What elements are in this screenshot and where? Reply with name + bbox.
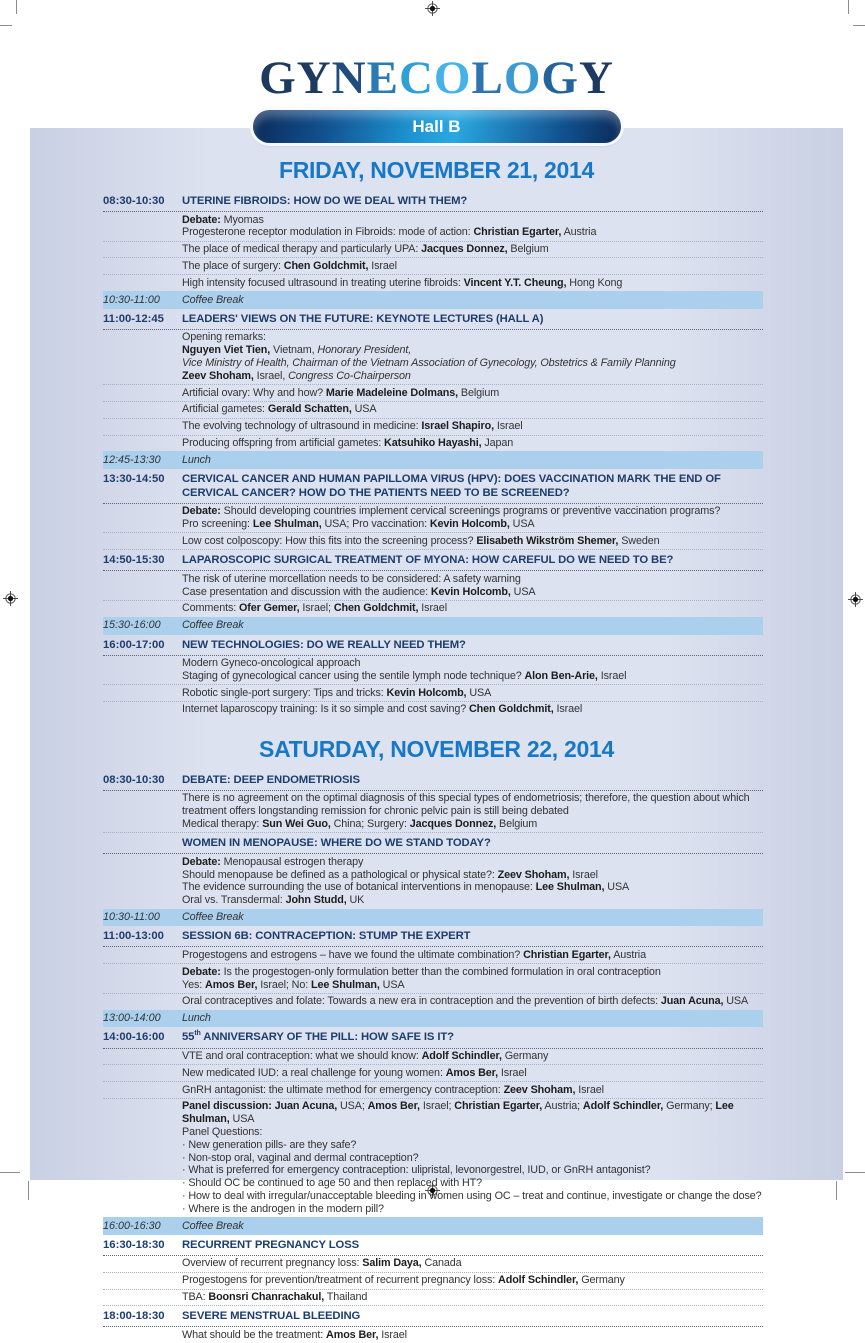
agenda-line: Debate: Is the progestogen-only formulation better than the combined formulation in oral contraception	[182, 965, 661, 978]
time-label	[103, 685, 182, 701]
time-label: 08:30-10:30	[103, 773, 165, 786]
agenda-item	[103, 435, 763, 452]
agenda-item	[103, 571, 763, 600]
agenda-item	[103, 656, 763, 685]
agenda-line: The place of surgery: Chen Goldchmit, Israel	[182, 259, 397, 272]
agenda-text	[182, 385, 763, 401]
time-label	[103, 242, 182, 258]
agenda-text	[182, 419, 763, 435]
logo: GYNECOLOGY	[259, 52, 614, 104]
registration-mark-icon	[425, 1, 440, 16]
agenda-item	[103, 212, 763, 241]
agenda-item	[103, 1289, 763, 1306]
agenda-line: Pro screening: Lee Shulman, USA; Pro vaccination: Kevin Holcomb, USA	[182, 518, 535, 531]
time-label	[103, 571, 182, 600]
day-section	[30, 736, 843, 1343]
agenda-item	[103, 600, 763, 617]
time-label	[103, 601, 182, 617]
session-row	[103, 635, 763, 656]
agenda-item	[103, 384, 763, 401]
agenda-line: Panel Questions:	[182, 1126, 263, 1138]
agenda-item	[103, 1272, 763, 1289]
agenda-line: Nguyen Viet Tien, Vietnam, Honorary President,	[182, 344, 412, 357]
program-page	[30, 30, 843, 1341]
agenda-line: · What is preferred for emergency contraception: ulipristal, levonorgestrel, IUD, or GnRH antagonist?	[182, 1164, 651, 1177]
time-label	[103, 964, 182, 993]
agenda-line: Debate: Menopausal estrogen therapy	[182, 855, 364, 868]
agenda-text	[182, 656, 763, 685]
agenda-item	[103, 241, 763, 258]
agenda-line: Debate: Myomas	[182, 213, 264, 226]
session-title: DEBATE: DEEP ENDOMETRIOSIS	[182, 773, 360, 786]
agenda-line: Low cost colposcopy: How this fits into the screening process? Elisabeth Wikström Shemer, Sweden	[182, 534, 660, 547]
time-label: 10:30-11:00	[103, 293, 160, 306]
agenda-text	[182, 258, 763, 274]
agenda-text	[182, 1065, 763, 1081]
session-row	[103, 770, 763, 791]
agenda-item	[103, 330, 763, 384]
time-label	[103, 330, 182, 384]
agenda-line: VTE and oral contraception: what we should know: Adolf Schindler, Germany	[182, 1050, 549, 1063]
agenda-line: · New generation pills- are they safe?	[182, 1138, 357, 1151]
agenda-line: Oral vs. Transdermal: John Studd, UK	[182, 894, 365, 907]
agenda-line: Overview of recurrent pregnancy loss: Salim Daya, Canada	[182, 1257, 462, 1270]
time-label	[103, 854, 182, 908]
session-row	[103, 926, 763, 947]
agenda-item	[103, 1098, 763, 1217]
crop-mark	[0, 1172, 20, 1173]
time-label	[103, 994, 182, 1010]
agenda-text	[182, 1327, 763, 1343]
agenda-text	[182, 533, 763, 549]
agenda-line: High intensity focused ultrasound in treating uterine fibroids: Vincent Y.T. Cheung, Hong Kong	[182, 276, 623, 289]
time-label	[103, 436, 182, 452]
agenda-line: · How to deal with irregular/unacceptable bleeding in women using OC – treat and continue, investigate or change the dose?	[182, 1189, 762, 1202]
agenda-text	[182, 1273, 763, 1289]
agenda-text	[182, 601, 763, 617]
agenda-text	[182, 402, 763, 418]
agenda-line: There is no agreement on the optimal diagnosis of this special types of endometriosis; therefore, the question about which treatment offers longstanding remission for chronic pelvic pain is still being debated	[182, 792, 750, 818]
agenda-text	[182, 330, 763, 384]
break-row	[103, 617, 763, 635]
session-row	[103, 469, 763, 504]
day-section	[30, 157, 843, 718]
agenda-line: The risk of uterine morcellation needs to be considered: A safety warning	[182, 572, 521, 585]
time-label: 13:30-14:50	[103, 473, 165, 486]
agenda-item	[103, 1049, 763, 1065]
agenda-line: Comments: Ofer Gemer, Israel; Chen Goldchmit, Israel	[182, 602, 447, 615]
agenda-line: · Where is the androgen in the modern pill?	[182, 1202, 384, 1215]
break-row	[103, 1010, 763, 1028]
agenda-text	[182, 964, 763, 993]
agenda-item	[103, 993, 763, 1010]
time-label	[103, 1327, 182, 1343]
time-label: 18:00-18:30	[103, 1310, 165, 1323]
agenda-line: Opening remarks:	[182, 331, 266, 344]
time-label	[103, 212, 182, 241]
agenda-line: The evolving technology of ultrasound in medicine: Israel Shapiro, Israel	[182, 420, 523, 433]
session-row	[103, 549, 763, 571]
agenda-item	[103, 418, 763, 435]
agenda-item	[103, 947, 763, 963]
agenda-line: · Non-stop oral, vaginal and dermal contraception?	[182, 1151, 419, 1164]
session-title: CERVICAL CANCER AND HUMAN PAPILLOMA VIRUS (HPV): DOES VACCINATION MARK THE END OF CERVICAL CANCER? HOW DO THE PATIENTS NEED TO BE SCREENED?	[182, 473, 721, 499]
session-title: 55th ANNIVERSARY OF THE PILL: HOW SAFE IS IT?	[182, 1030, 454, 1044]
crop-mark	[28, 1181, 29, 1200]
agenda-text	[182, 791, 763, 832]
time-label	[103, 504, 182, 533]
agenda-line: Debate: Should developing countries implement cervical screenings programs or preventive vaccination programs?	[182, 505, 721, 518]
agenda-line: Producing offspring from artificial gametes: Katsuhiko Hayashi, Japan	[182, 437, 514, 450]
time-label	[103, 1099, 182, 1217]
time-label	[103, 275, 182, 291]
time-label	[103, 702, 182, 718]
hall-banner	[253, 110, 621, 143]
agenda-item	[103, 257, 763, 274]
agenda-text	[182, 275, 763, 291]
break-row	[103, 1217, 763, 1235]
agenda-item	[103, 1327, 763, 1343]
agenda-line: Progestogens and estrogens – have we found the ultimate combination? Christian Egarter, Austria	[182, 948, 646, 961]
time-label	[103, 1290, 182, 1306]
session-title: UTERINE FIBROIDS: HOW DO WE DEAL WITH THEM?	[182, 195, 468, 207]
agenda-text	[182, 571, 763, 600]
day-rows	[103, 770, 763, 1343]
agenda-line: Progesterone receptor modulation in Fibroids: mode of action: Christian Egarter, Austria	[182, 226, 597, 239]
agenda-line: Case presentation and discussion with the audience: Kevin Holcomb, USA	[182, 585, 536, 598]
time-label	[103, 1065, 182, 1081]
crop-mark	[848, 0, 849, 14]
agenda-item	[103, 274, 763, 291]
agenda-text	[182, 1082, 763, 1098]
time-label: 16:00-17:00	[103, 638, 165, 651]
agenda-item	[103, 963, 763, 993]
agenda-item	[103, 684, 763, 701]
agenda-item	[103, 1256, 763, 1272]
crop-mark	[845, 1172, 865, 1173]
time-label	[103, 1273, 182, 1289]
agenda-item	[103, 791, 763, 832]
agenda-line: Progestogens for prevention/treatment of recurrent pregnancy loss: Adolf Schindler, Germany	[182, 1274, 625, 1287]
time-label	[103, 791, 182, 832]
agenda-line: TBA: Boonsri Chanrachakul, Thailand	[182, 1291, 368, 1304]
agenda-text	[182, 702, 763, 718]
break-label: Coffee Break	[182, 911, 244, 924]
time-label: 11:00-13:00	[103, 930, 164, 943]
agenda-item	[103, 1064, 763, 1081]
session-row	[103, 191, 763, 212]
agenda-line: Staging of gynecological cancer using the sentile lymph node technique? Alon Ben-Arie, Israel	[182, 669, 627, 682]
agenda-line: Panel discussion: Juan Acuna, USA; Amos Ber, Israel; Christian Egarter, Austria; Adolf Schindler, Germany; Lee Shulman, USA	[182, 1100, 734, 1126]
agenda-line: Robotic single-port surgery: Tips and tricks: Kevin Holcomb, USA	[182, 686, 492, 699]
time-label	[103, 833, 182, 853]
agenda-text	[182, 212, 763, 241]
agenda-text	[182, 504, 763, 533]
registration-mark-icon	[848, 592, 863, 607]
agenda-text	[182, 242, 763, 258]
break-label: Lunch	[182, 453, 211, 466]
time-label: 14:50-15:30	[103, 554, 165, 567]
agenda-text	[182, 1256, 763, 1272]
agenda-text	[182, 994, 763, 1010]
agenda-line: Yes: Amos Ber, Israel; No: Lee Shulman, USA	[182, 978, 405, 991]
crop-mark	[16, 0, 17, 14]
agenda-item	[103, 504, 763, 533]
agenda-line: Artificial ovary: Why and how? Marie Madeleine Dolmans, Belgium	[182, 386, 500, 399]
agenda-item	[103, 701, 763, 718]
agenda-item	[103, 1081, 763, 1098]
agenda-line: Oral contraceptives and folate: Towards a new era in contraception and the prevention of birth defects: Juan Acuna, USA	[182, 995, 749, 1008]
break-label: Coffee Break	[182, 619, 244, 632]
session-row	[103, 832, 763, 854]
session-title: WOMEN IN MENOPAUSE: WHERE DO WE STAND TODAY?	[182, 837, 491, 850]
agenda-item	[103, 401, 763, 418]
registration-mark-icon	[3, 591, 18, 606]
crop-mark	[853, 25, 865, 26]
time-label: 11:00-12:45	[103, 312, 164, 325]
agenda-line: Internet laparoscopy training: Is it so simple and cost saving? Chen Goldchmit, Israel	[182, 703, 583, 716]
agenda-item	[103, 854, 763, 908]
session-row	[103, 309, 763, 330]
agenda-line: Medical therapy: Sun Wei Guo, China; Surgery: Jacques Donnez, Belgium	[182, 817, 538, 830]
agenda-text	[182, 1049, 763, 1065]
session-title: LEADERS' VIEWS ON THE FUTURE: KEYNOTE LECTURES (HALL A)	[182, 312, 544, 325]
session-row	[103, 1027, 763, 1048]
time-label	[103, 947, 182, 963]
agenda-text	[182, 436, 763, 452]
session-row	[103, 1235, 763, 1256]
session-title: LAPAROSCOPIC SURGICAL TREATMENT OF MYONA: HOW CAREFUL DO WE NEED TO BE?	[182, 554, 674, 567]
break-label: Lunch	[182, 1012, 211, 1025]
agenda-line: Should menopause be defined as a pathological or physical state?: Zeev Shoham, Israel	[182, 868, 598, 881]
session-row	[103, 1305, 763, 1327]
time-label	[103, 1082, 182, 1098]
session-title: SESSION 6B: CONTRACEPTION: STUMP THE EXPERT	[182, 930, 471, 943]
agenda-line: · Should OC be continued to age 50 and then replaced with HT?	[182, 1177, 482, 1190]
agenda-line: Modern Gyneco-oncological approach	[182, 657, 361, 670]
agenda-text	[182, 1290, 763, 1306]
break-row	[103, 909, 763, 927]
day-title: SATURDAY, NOVEMBER 22, 2014	[259, 735, 614, 762]
time-label	[103, 1256, 182, 1272]
session-title: NEW TECHNOLOGIES: DO WE REALLY NEED THEM?	[182, 638, 466, 651]
session-title: SEVERE MENSTRUAL BLEEDING	[182, 1310, 361, 1323]
time-label	[103, 1049, 182, 1065]
time-label: 10:30-11:00	[103, 911, 160, 924]
agenda-line: Vice Ministry of Health, Chairman of the Vietnam Association of Gynecology, Obstetrics & Family Planning	[182, 357, 676, 370]
agenda-text	[182, 854, 763, 908]
time-label: 08:30-10:30	[103, 195, 165, 207]
crop-mark	[0, 25, 12, 26]
time-label: 14:00-16:00	[103, 1031, 165, 1044]
agenda-line: Artificial gametes: Gerald Schatten, USA	[182, 403, 377, 416]
day-title: FRIDAY, NOVEMBER 21, 2014	[278, 157, 595, 183]
hall-label: Hall B	[412, 117, 461, 136]
agenda-line: The place of medical therapy and particularly UPA: Jacques Donnez, Belgium	[182, 243, 549, 256]
time-label	[103, 419, 182, 435]
time-label	[103, 385, 182, 401]
time-label	[103, 656, 182, 685]
time-label: 16:00-16:30	[103, 1219, 161, 1232]
day-rows	[103, 191, 763, 718]
time-label: 16:30-18:30	[103, 1238, 165, 1251]
time-label	[103, 402, 182, 418]
agenda-text	[182, 1099, 763, 1217]
agenda-item	[103, 532, 763, 549]
break-label: Coffee Break	[182, 293, 244, 306]
schedule	[30, 157, 843, 1343]
time-label: 12:45-13:30	[103, 453, 161, 466]
agenda-line: What should be the treatment: Amos Ber, Israel	[182, 1328, 407, 1341]
agenda-line: New medicated IUD: a real challenge for young women: Amos Ber, Israel	[182, 1066, 527, 1079]
agenda-line: Zeev Shoham, Israel, Congress Co-Chairperson	[182, 369, 411, 382]
agenda-line: GnRH antagonist: the ultimate method for emergency contraception: Zeev Shoham, Israel	[182, 1083, 604, 1096]
time-label	[103, 533, 182, 549]
agenda-line: The evidence surrounding the use of botanical interventions in menopause: Lee Shulman, USA	[182, 881, 630, 894]
break-row	[103, 291, 763, 309]
agenda-text	[182, 947, 763, 963]
session-title: RECURRENT PREGNANCY LOSS	[182, 1238, 360, 1251]
agenda-text	[182, 685, 763, 701]
time-label: 15:30-16:00	[103, 619, 161, 632]
break-label: Coffee Break	[182, 1219, 244, 1232]
break-row	[103, 451, 763, 469]
time-label	[103, 258, 182, 274]
time-label: 13:00-14:00	[103, 1012, 161, 1025]
